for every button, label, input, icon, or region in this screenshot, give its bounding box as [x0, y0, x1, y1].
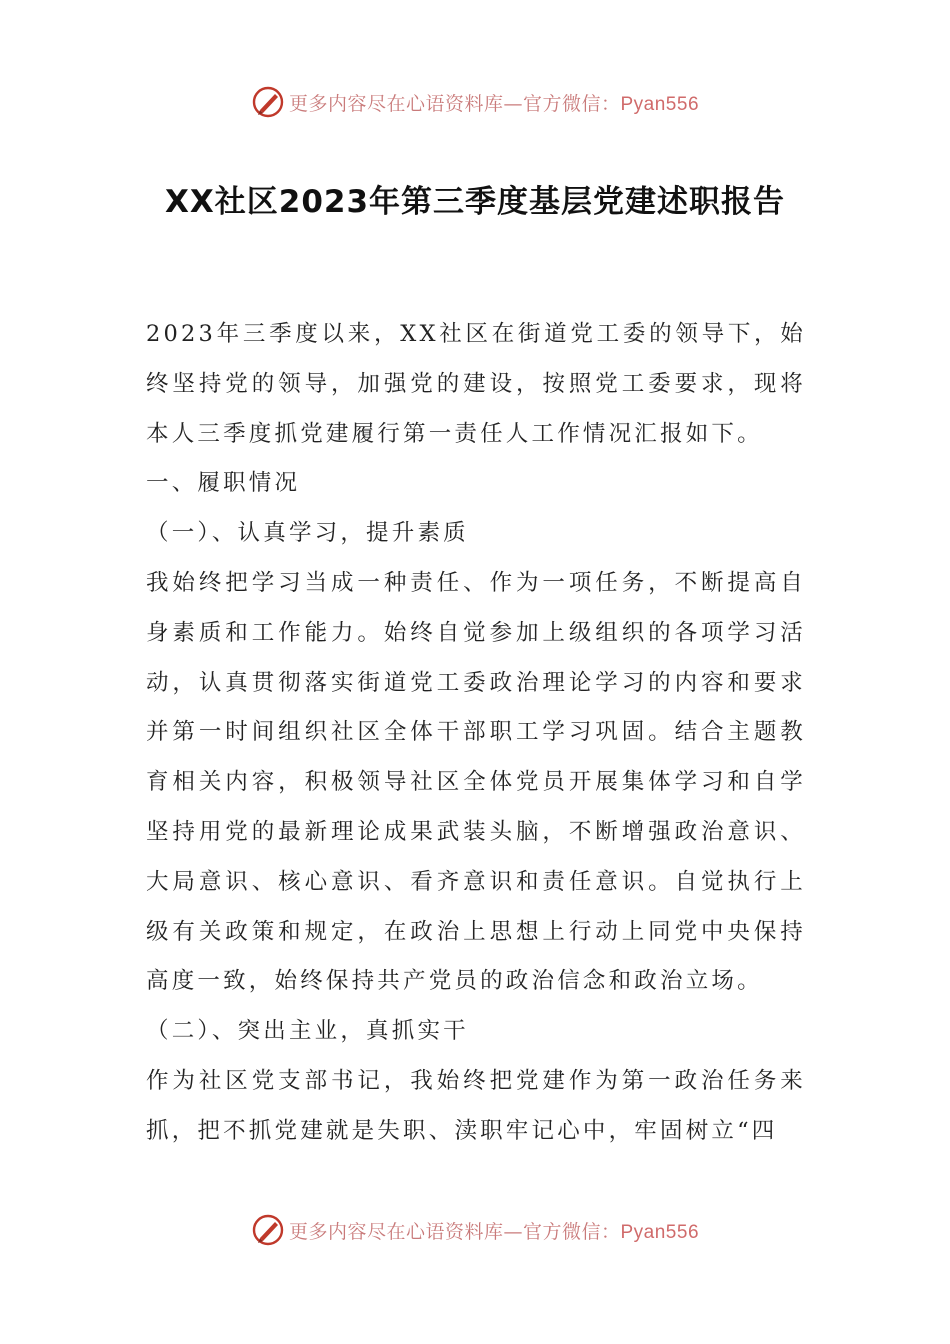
subsection-heading: （二）、突出主业，真抓实干	[146, 1018, 469, 1045]
section-heading: 一、履职情况	[146, 470, 301, 497]
paragraph: 作为社区党支部书记，我始终把党建作为第一政治任务来抓，把不抓党建就是失职、渎职牢记心中，牢固树立“四	[146, 1067, 806, 1144]
watermark-text: 更多内容尽在心语资料库—官方微信：Pyan556	[288, 92, 700, 115]
watermark-banner-bottom	[0, 1210, 950, 1250]
watermark-text: 更多内容尽在心语资料库—官方微信：Pyan556	[288, 1220, 700, 1243]
pen-logo-icon	[251, 1213, 285, 1247]
watermark-banner-top	[0, 82, 950, 122]
paragraph: 我始终把学习当成一种责任、作为一项任务，不断提高自身素质和工作能力。始终自觉参加上级组织的各项学习活动，认真贯彻落实街道党工委政治理论学习的内容和要求并第一时间组织社区全体干部职工学习巩固。结合主题教育相关内容，积极领导社区全体党员开展集体学习和自学坚持用党的最新理论成果武装头脑，不断增强政治意识、大局意识、核心意识、看齐意识和责任意识。自觉执行上级有关政策和规定，在政治上思想上行动上同党中央保持高度一致，始终保持共产党员的政治信念和政治立场。	[146, 569, 806, 995]
pen-logo-icon	[251, 85, 285, 119]
document-title: XX社区2023年第三季度基层党建述职报告	[164, 184, 786, 220]
paragraph: 2023年三季度以来，XX社区在街道党工委的领导下，始终坚持党的领导，加强党的建设，按照党工委要求，现将本人三季度抓党建履行第一责任人工作情况汇报如下。	[146, 321, 806, 447]
subsection-heading: （一）、认真学习，提升素质	[146, 520, 469, 547]
document-body	[146, 310, 806, 1157]
